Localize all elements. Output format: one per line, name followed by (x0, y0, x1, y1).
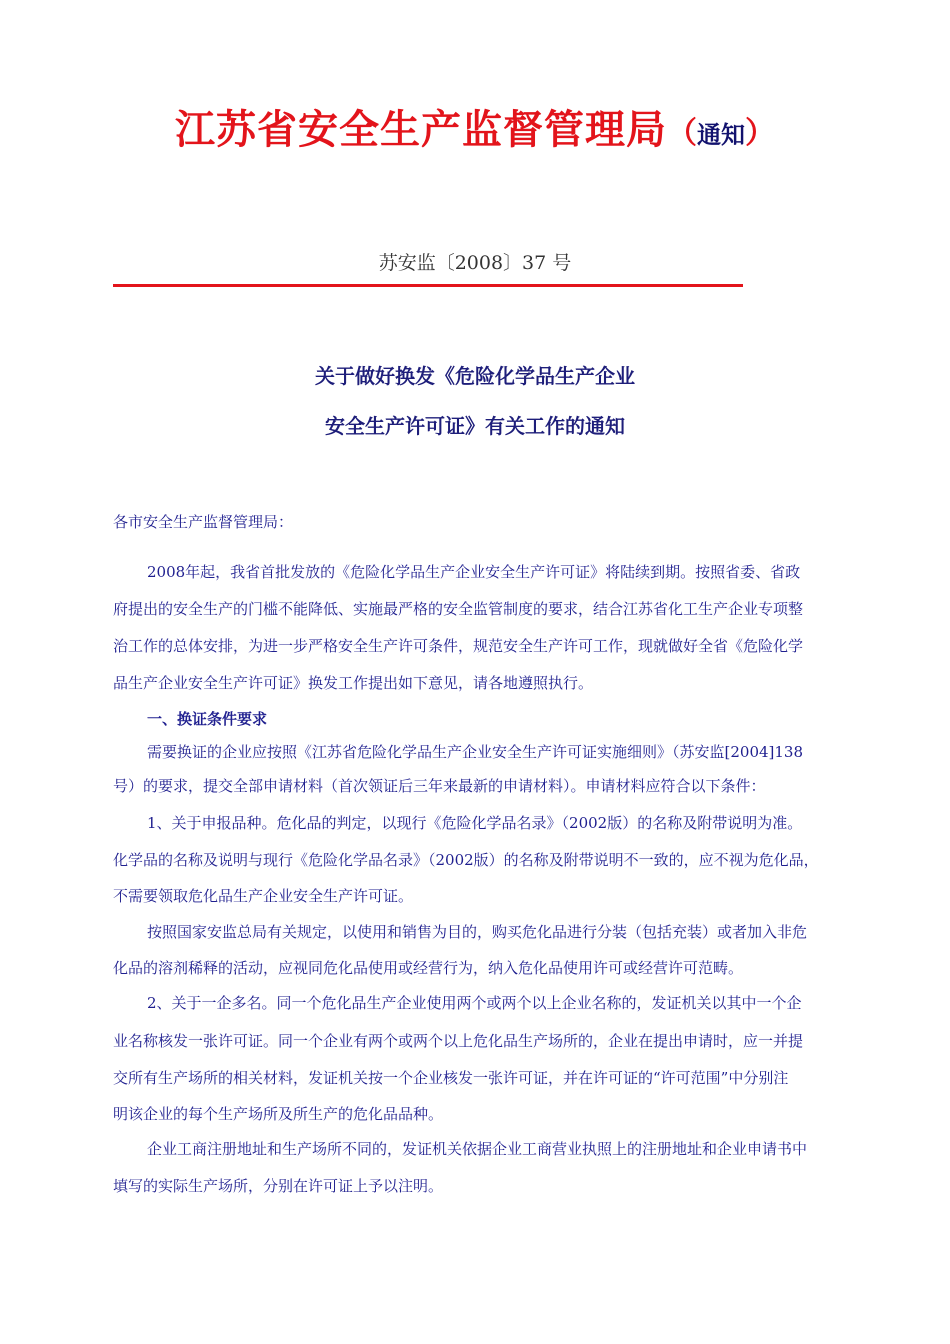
body-line: 业名称核发一张许可证。同一个企业有两个或两个以上危化品生产场所的，企业在提出申请时，应一并提 (113, 1032, 804, 1050)
body-line: 填写的实际生产场所，分别在许可证上予以注明。 (113, 1177, 444, 1195)
body-line: 化品的溶剂稀释的活动，应视同危化品使用或经营行为，纳入危化品使用许可或经营许可范畴。 (113, 959, 744, 977)
body-line: 2、关于一企多名。同一个危化品生产企业使用两个或两个以上企业名称的，发证机关以其中一个企 (147, 994, 802, 1012)
agency-header (0, 98, 950, 155)
body-line: 治工作的总体安排，为进一步严格安全生产许可条件，规范安全生产许可工作，现就做好全省《危险化学 (113, 637, 804, 655)
body-line: 化学品的名称及说明与现行《危险化学品名录》（2002版）的名称及附带说明不一致的，应不视为危化品， (113, 851, 819, 869)
body-line: 按照国家安监总局有关规定，以使用和销售为目的，购买危化品进行分装（包括充装）或者加入非危 (147, 923, 808, 941)
body-line: 明该企业的每个生产场所及所生产的危化品品种。 (113, 1105, 444, 1123)
paren-open: （ (667, 116, 697, 151)
body-line: 企业工商注册地址和生产场所不同的，发证机关依据企业工商营业执照上的注册地址和企业申请书中 (147, 1140, 808, 1158)
body-line: 府提出的安全生产的门槛不能降低、实施最严格的安全监管制度的要求，结合江苏省化工生产企业专项整 (113, 600, 804, 618)
paren-close: ） (745, 116, 775, 151)
document-number: 苏安监〔2008〕37 号 (378, 252, 572, 274)
red-divider-line (113, 284, 743, 287)
body-line: 交所有生产场所的相关材料，发证机关按一个企业核发一张许可证，并在许可证的“许可范围”中分别注 (113, 1069, 789, 1087)
document-title-line-1: 关于做好换发《危险化学品生产企业 (315, 364, 635, 388)
salutation: 各市安全生产监督管理局： (113, 513, 294, 531)
body-line: 不需要领取危化品生产企业安全生产许可证。 (113, 887, 414, 905)
body-line: 需要换证的企业应按照《江苏省危险化学品生产企业安全生产许可证实施细则》（苏安监[2004]138 (147, 743, 804, 761)
body-line: 品生产企业安全生产许可证》换发工作提出如下意见，请各地遵照执行。 (113, 674, 594, 692)
body-line: 1、关于申报品种。危化品的判定，以现行《危险化学品名录》（2002版）的名称及附带说明为准。 (147, 814, 803, 832)
notice-label: 通知 (697, 121, 745, 149)
body-line: 2008年起，我省首批发放的《危险化学品生产企业安全生产许可证》将陆续到期。按照省委、省政 (147, 563, 801, 581)
body-line: 号）的要求，提交全部申请材料（首次领证后三年来最新的申请材料）。申请材料应符合以下条件： (113, 777, 766, 795)
document-title-line-2: 安全生产许可证》有关工作的通知 (325, 414, 625, 438)
section-heading: 一、换证条件要求 (147, 710, 268, 728)
agency-name: 江苏省安全生产监督管理局 (175, 107, 667, 153)
